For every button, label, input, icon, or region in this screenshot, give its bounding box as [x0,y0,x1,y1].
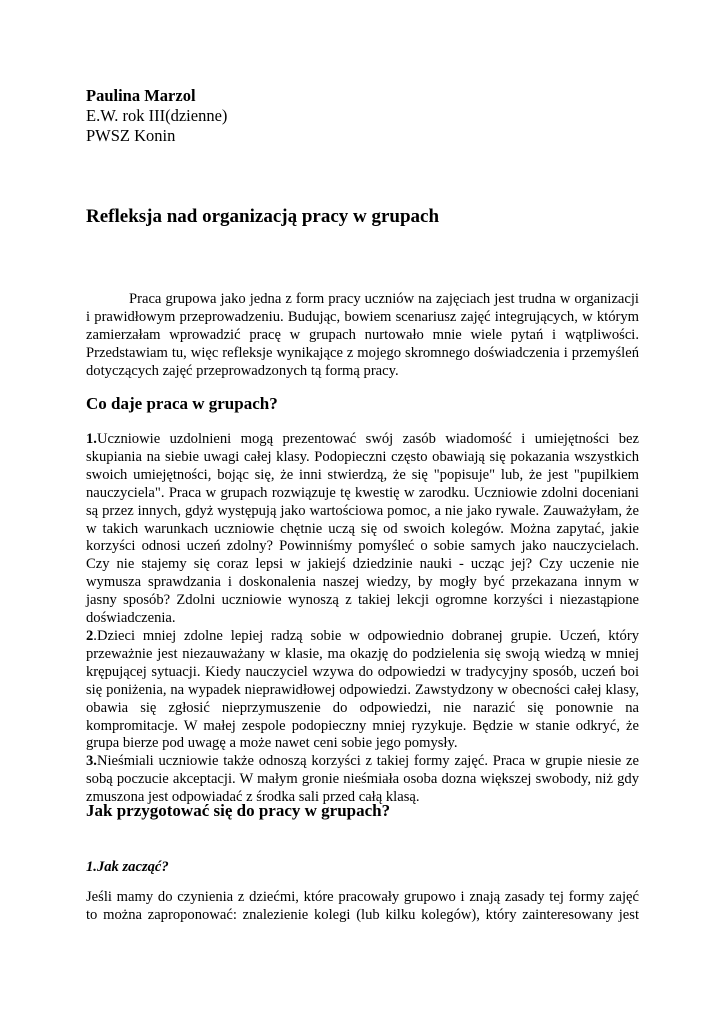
intro-line: dotyczących zajęć przeprowadzonych tą formą pracy. [86,362,399,379]
point-line [86,628,639,646]
point3-line-text: Nieśmiali uczniowie także odnoszą korzyści z takiej formy zajęć. Praca w grupie niesie ze [96,753,639,770]
point-line: nauczyciela". Praca w grupach rozwiązuje tę kwestię w zarodku. Uczniowie zdolni doceniani [86,484,639,501]
author-school: PWSZ Konin [86,126,176,145]
intro-line: zamierzałam wprowadzić pracę w grupach nurtowało mnie wiele pytań i wątpliwości. [86,326,639,343]
author-block [86,86,227,146]
point-number: 1. [86,431,97,447]
point2-line-text: .Dzieci mniej zdolne lepiej radzą sobie w odpowiednio dobranej grupie. Uczeń, który [93,627,639,644]
prep-line: Jeśli mamy do czynienia z dziećmi, które pracowały grupowo i znają zasady tej formy zajęć [86,889,639,905]
point-number: 2 [86,627,94,644]
subheading-how-to-start: 1.Jak zacząć? [86,859,169,875]
point-line: sobą poczucie akceptacji. W małym gronie nieśmiała osoba dozna większej swobody, niż gdy [86,771,639,788]
point-number: 3. [86,753,97,770]
point-line: Czy nie stajemy się coraz lepsi w jakiejś dziedzinie nauki - ucząc jej? Czy uczenie nie [86,556,639,573]
point-line: zmuszona jest odpowiadać z środka sali przed całą klasą. [86,789,420,806]
author-name: Paulina Marzol [86,86,196,105]
preparation-body [86,889,639,925]
point-line: kompromitacje. W małej zespole podopieczny mniej ryzykuje. Będzie w stanie odkryć, że [86,717,639,734]
section-heading-preparation: Jak przygotować się do pracy w grupach? [86,801,391,820]
point-line: obawia się zgłosić nieprzymuszenie do odpowiedzi, nie narazić się ponownie na [86,699,639,716]
point-line: grupa bierze pod uwagę a może nawet ceni sobie jego pomysły. [86,735,458,752]
point-line: korzyści odnosi uczeń zdolny? Powinniśmy pomyśleć o sobie samych jako nauczycielach. [86,538,639,555]
point-line: się poniżenia, na wypadek nieprawidłowej odpowiedzi. Zawstydzony w obecności całej klasy, [86,681,639,698]
point-line [86,431,639,449]
intro-line: i prawidłowym przeprowadzeniu. Budując, bowiem scenariusz zajęć integrujących, w którym [86,308,639,325]
prep-line: to można zaproponować: znalezienie kolegi (lub kilku kolegów), który zainteresowany jest [86,906,639,923]
point-line: krępującej sytuacji. Kiedy nauczyciel wzywa do odpowiedzi w tradycyjny sposób, uczeń boi [86,663,639,680]
point-line [86,753,639,771]
benefits-body [86,431,639,807]
point-line: jasny sposób? Zdolni uczniowie wynoszą z takiej lekcji ogromne korzyści i niezastąpione [86,592,639,609]
intro-paragraph [86,291,639,381]
section-heading-benefits: Co daje praca w grupach? [86,394,278,413]
point-line: przeważnie jest niezauważany w klasie, ma okazję do podzielenia się swoją wiedzą w mniej [86,645,639,662]
point-line: doświadczenia. [86,610,176,627]
point-line: w takich warunkach uczniowie chętnie uczą się od swoich kolegów. Można zapytać, jakie [86,520,639,537]
point-line: są przez innych, gdyż występują jako wartościowa pomoc, a nie jako rywale. Zauważyłam, że [86,502,639,519]
author-program: E.W. rok III(dzienne) [86,106,228,125]
intro-line: Przedstawiam tu, więc refleksje wynikające z mojego skromnego doświadczenia i przemyśleń [86,344,639,361]
point-line: wymusza sprawdzania i doskonalenia naszej wiedzy, by mogły być przekazana innym w [86,574,639,591]
point-line: swoich umiejętności, bojąc się, że inni stwierdzą, że się "popisuje" lub, że jest "pupilkiem [86,466,639,483]
document-title: Refleksja nad organizacją pracy w grupach [86,206,440,227]
intro-line: Praca grupowa jako jedna z form pracy uczniów na zajęciach jest trudna w organizacji [129,291,639,307]
point1-line-text: Uczniowie uzdolnieni mogą prezentować swój zasób wiadomość i umiejętności bez [96,431,639,447]
point-line: skupiania na siebie uwagi całej klasy. Podopieczni często obawiają się pokazania wszystkich [86,448,639,465]
